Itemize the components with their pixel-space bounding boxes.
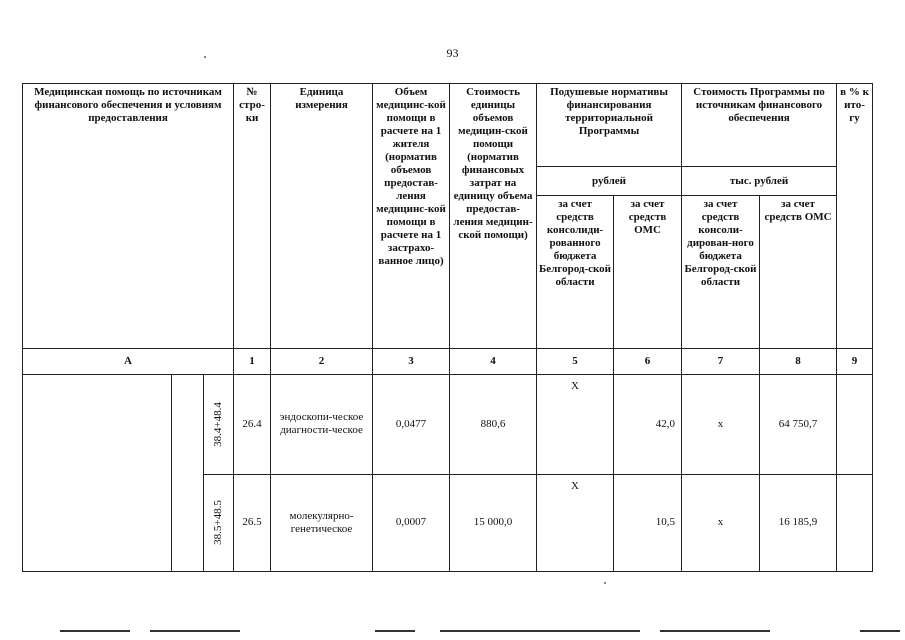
scan-edge-line: [375, 630, 415, 632]
header-per-capita: Подушевые нормативы финансирования территориальной Программы: [537, 84, 682, 167]
row-unit: эндоскопи-ческое диагности-ческое: [271, 374, 373, 474]
row-cost-budget: х: [682, 474, 760, 571]
header-medical-care: Медицинская помощь по источникам финансового обеспечения и условиям предоставления: [23, 84, 234, 349]
header-unit-thousand-rubles: тыс. рублей: [682, 167, 837, 196]
scan-edge-lines: [0, 630, 905, 634]
header-percent: в % к ито-гу: [837, 84, 873, 349]
header-line-number: № стро-ки: [234, 84, 271, 349]
header-cost-oms: за счет средств ОМС: [760, 196, 837, 348]
scan-edge-line: [860, 630, 900, 632]
scan-edge-line: [440, 630, 640, 632]
row-code-cell: [204, 374, 234, 474]
row-code: 38.4+48.4: [212, 401, 225, 447]
column-number: 8: [760, 348, 837, 374]
column-number: 4: [450, 348, 537, 374]
row-volume: 0,0007: [373, 474, 450, 571]
column-number: 9: [837, 348, 873, 374]
header-row: [23, 84, 873, 167]
column-number: 3: [373, 348, 450, 374]
row-unit-cost: 15 000,0: [450, 474, 537, 571]
row-code-cell: [204, 474, 234, 571]
merged-subcategory-cell: [172, 374, 204, 571]
row-percent: [837, 474, 873, 571]
row-line-number: 26.4: [234, 374, 271, 474]
scan-edge-line: [660, 630, 770, 632]
scan-edge-line: [60, 630, 130, 632]
column-number: А: [23, 348, 234, 374]
row-percent: [837, 374, 873, 474]
header-per-capita-budget: за счет средств консолиди-рованного бюджета Белгород-ской области: [537, 196, 614, 348]
column-number: 2: [271, 348, 373, 374]
column-number: 1: [234, 348, 271, 374]
row-code: 38.5+48.5: [212, 500, 225, 546]
header-unit-cost: Стоимость единицы объемов медицин-ской помощи (норматив финансовых затрат на единицу объема предостав-ления медицин-ской помощи): [450, 84, 537, 349]
header-cost-budget: за счет средств консоли-дирован-ного бюджета Белгород-ской области: [682, 196, 760, 348]
header-volume: Объем медицинс-кой помощи в расчете на 1 жителя (норматив объемов предостав-ления медицинс-кой помощи в расчете на 1 застрахо-ванное лицо): [373, 84, 450, 349]
merged-category-cell: [23, 374, 172, 571]
row-line-number: 26.5: [234, 474, 271, 571]
row-per-capita-budget: Х: [537, 474, 614, 571]
row-per-capita-oms: 10,5: [614, 474, 682, 571]
row-cost-oms: 64 750,7: [760, 374, 837, 474]
scan-edge-line: [150, 630, 240, 632]
column-number: 7: [682, 348, 760, 374]
header-program-cost: Стоимость Программы по источникам финансового обеспечения: [682, 84, 837, 167]
header-unit-rubles: рублей: [537, 167, 682, 196]
header-unit: Единица измерения: [271, 84, 373, 349]
scan-speck: [604, 582, 606, 584]
row-volume: 0,0477: [373, 374, 450, 474]
row-per-capita-oms: 42,0: [614, 374, 682, 474]
row-unit-cost: 880,6: [450, 374, 537, 474]
table-row: [23, 374, 873, 474]
row-cost-oms: 16 185,9: [760, 474, 837, 571]
page-number: 93: [446, 46, 459, 60]
column-number: 5: [537, 348, 614, 374]
program-cost-table: [22, 83, 873, 572]
column-numbers-row: [23, 348, 873, 374]
row-cost-budget: х: [682, 374, 760, 474]
row-unit: молекулярно-генетическое: [271, 474, 373, 571]
column-number: 6: [614, 348, 682, 374]
header-per-capita-oms: за счет средств ОМС: [614, 196, 682, 348]
row-per-capita-budget: Х: [537, 374, 614, 474]
scan-speck: [204, 56, 206, 58]
